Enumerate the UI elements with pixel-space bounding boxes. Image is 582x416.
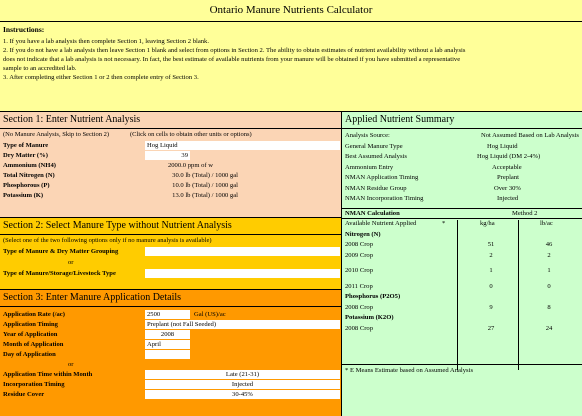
residue-cover-select[interactable]: 30-45% [145,390,340,399]
application-timing-select[interactable]: Preplant (not Fall Seeded) [145,320,340,329]
year-label: 2008 Crop [345,324,374,332]
section1-note-right: (Click on cells to obtain other units or options) [130,131,252,138]
instruction-line: sample to an accredited lab. [3,65,77,72]
lbac-value: 2 [547,251,551,259]
day-row [0,350,341,360]
lbac-value: 1 [547,267,551,274]
summary-info-row [342,163,582,174]
table-header-label: Available Nutrient Applied [345,220,417,227]
application-rate-unit[interactable]: Gal (US)/ac [194,311,226,318]
summary-heading: Applied Nutrient Summary [342,112,582,129]
calc-label: NMAN Calculation [345,209,400,217]
year-label: 2010 Crop [345,267,374,274]
calc-row [342,209,582,220]
table-row [342,240,582,251]
total-nitrogen-row [0,171,341,181]
dry-matter-input[interactable]: 39 [145,151,190,160]
table-divider [518,220,519,370]
time-within-month-row [0,370,341,380]
phosphorous-input[interactable]: 10.0 lb (Total) / 1000 gal [172,182,238,189]
summary-info-row [342,152,582,163]
or-label: or [68,361,74,368]
manure-dm-group-select[interactable] [145,247,340,256]
summary-info-row [342,142,582,153]
table-row [342,303,582,314]
section3-or-row [0,360,341,370]
kgha-value: 1 [489,267,493,274]
section2-panel [0,217,342,289]
row-label: Residue Cover [3,391,45,398]
manure-dm-group-row [0,247,341,258]
table-header-row [342,219,582,230]
application-rate-input[interactable]: 2500 [145,310,190,319]
row-label: Potassium (K) [3,192,44,199]
footnote-text: * E Means Estimate based on Assumed Analysis [345,367,474,374]
row-label: Type of Manure & Dry Matter Grouping [3,248,119,255]
group-row [342,313,582,324]
info-value: Hog Liquid [487,142,518,150]
nutrient-table [342,208,582,332]
group-row [342,292,582,303]
row-label: Type of Manure/Storage/Livestock Type [3,270,116,277]
year-label: 2008 Crop [345,241,374,248]
summary-info-row [342,173,582,184]
kgha-value: 51 [487,241,495,248]
month-row [0,340,341,350]
row-label: Total Nitrogen (N) [3,172,55,179]
table-header-star: * [442,220,446,227]
table-row [342,266,582,277]
summary-panel [342,112,582,416]
lbac-value: 8 [547,303,551,311]
potassium-row [0,191,341,201]
time-within-month-select[interactable]: Late (21-31) [145,370,340,379]
instruction-line: does not indicate that a lab analysis is not necessary. In fact, the best estimate of available nutrients from your manure will be obtained if you have submitted a representative [3,56,461,63]
row-label: Phosphorous (P) [3,182,50,189]
year-label: 2009 Crop [345,251,374,259]
ammonium-input[interactable]: 2000.0 ppm of w [167,162,213,169]
info-label: Analysis Source: [345,132,390,139]
manure-type-row [0,141,341,151]
instruction-line: 3. After completing either Section 1 or 2 then complete entry of Section 3. [3,74,199,81]
row-label: Application Time within Month [3,371,93,378]
section1-notes [0,129,341,141]
table-divider [457,220,458,370]
table-header-lbac: lb/ac [540,220,553,227]
month-select[interactable]: April [145,340,190,349]
instructions-panel [0,22,582,112]
info-label: Ammonium Entry [345,163,394,171]
table-header-kgha: kg/ha [480,220,495,227]
incorporation-timing-select[interactable]: Injected [145,380,340,389]
table-row [342,324,582,335]
page-title: Ontario Manure Nutrients Calculator [0,0,582,22]
row-label: Type of Manure [3,142,49,149]
info-label: NMAN Residue Group [345,184,407,192]
row-label: Incorporation Timing [3,381,65,388]
section2-heading: Section 2: Select Manure Type without Nutrient Analysis [0,218,341,235]
section1-heading: Section 1: Enter Nutrient Analysis [0,112,341,129]
instructions-heading: Instructions: [3,25,45,34]
group-label: Nitrogen (N) [345,230,381,238]
table-row [342,251,582,262]
info-value: Over 30% [494,184,521,192]
row-label: Year of Application [3,331,58,338]
info-label: General Manure Type [345,142,403,150]
year-input[interactable]: 2008 [145,330,190,339]
section1-note-left: (No Manure Analysis, Skip to Section 2) [3,131,109,138]
total-nitrogen-input[interactable]: 30.0 lb (Total) / 1000 gal [172,172,238,179]
kgha-value: 9 [489,303,493,311]
section2-note: (Select one of the two following options only if no manure analysis is available) [3,237,212,244]
section3-panel [0,289,342,416]
section3-heading: Section 3: Enter Manure Application Details [0,290,341,307]
footnote [342,366,582,377]
manure-type-select[interactable]: Hog Liquid [145,141,340,150]
instruction-line: 2. If you do not have a lab analysis then leave Section 1 blank and select from options in Section 2. The ability to obtain estimates of nutrient availability without a lab analysis [3,47,466,54]
section2-or-row [0,258,341,269]
info-value: Preplant [497,174,519,181]
row-label: Day of Application [3,351,56,358]
kgha-value: 27 [487,324,495,332]
residue-cover-row [0,390,341,400]
application-rate-row [0,310,341,320]
group-label: Potassium (K2O) [345,314,394,321]
or-label: or [68,259,74,266]
group-label: Phosphorus (P2O5) [345,293,401,300]
info-value: Not Assumed Based on Lab Analysis [481,132,579,139]
info-value: Acceptable [492,163,522,171]
lbac-value: 24 [545,324,553,332]
summary-info-row [342,194,582,205]
summary-info-row [342,131,582,142]
kgha-value: 2 [489,251,493,259]
row-label: Month of Application [3,341,64,348]
phosphorous-row [0,181,341,191]
table-row [342,282,582,293]
info-label: NMAN Incorporation Timing [345,195,424,202]
row-label: Application Rate (/ac) [3,311,65,318]
instruction-line: 1. If you have a lab analysis then complete Section 1, leaving Section 2 blank. [3,38,209,45]
row-label: Dry Matter (%) [3,152,48,159]
day-input[interactable] [145,350,190,359]
row-label: Ammonium (NH4) [3,162,56,169]
group-row [342,230,582,241]
application-timing-row [0,320,341,330]
lbac-value: 0 [547,282,551,290]
kgha-value: 0 [489,282,493,290]
year-label: 2008 Crop [345,303,374,311]
year-row [0,330,341,340]
dry-matter-row [0,151,341,161]
manure-storage-row [0,269,341,280]
info-label: Best Assumed Analysis [345,153,407,160]
row-label: Application Timing [3,321,58,328]
ammonium-row [0,161,341,171]
year-label: 2011 Crop [345,282,373,290]
calc-value: Method 2 [512,209,538,217]
section1-panel [0,112,342,217]
info-label: NMAN Application Timing [345,174,419,181]
lbac-value: 46 [545,241,553,248]
summary-info-row [342,184,582,195]
manure-storage-select[interactable] [145,269,340,278]
potassium-input[interactable]: 13.0 lb (Total) / 1000 gal [172,192,238,199]
info-value: Injected [497,195,519,202]
incorporation-timing-row [0,380,341,390]
info-value: Hog Liquid (DM 2-4%) [477,153,541,160]
